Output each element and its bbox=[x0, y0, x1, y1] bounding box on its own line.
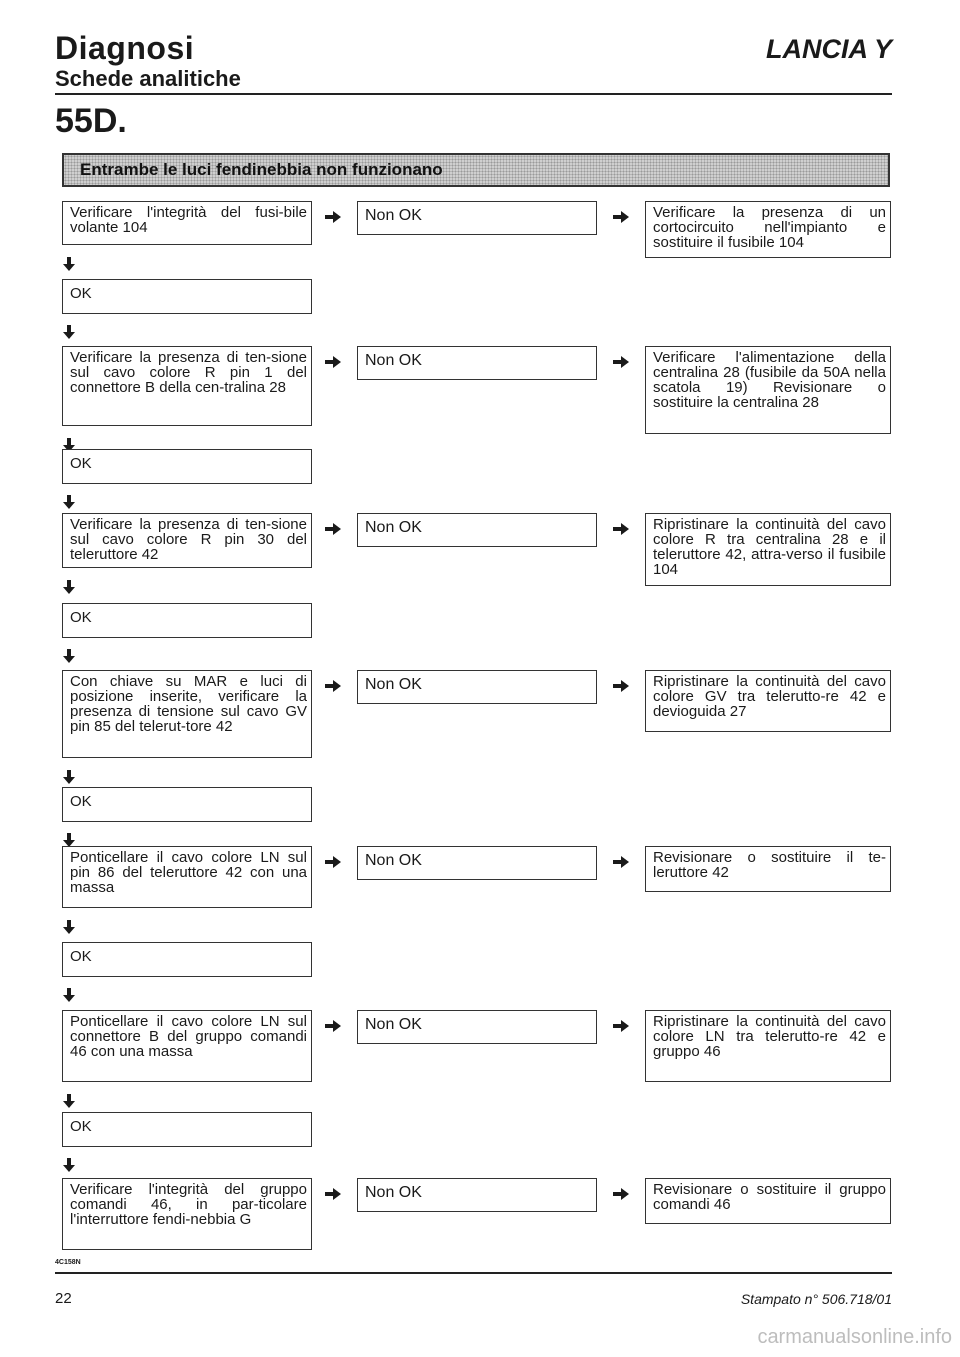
arrow-down-icon bbox=[63, 1094, 75, 1108]
header-divider bbox=[55, 93, 892, 95]
non-ok-box-2-text: Non OK bbox=[365, 352, 422, 369]
check-step-6 bbox=[62, 1010, 312, 1082]
section-code: 55D. bbox=[55, 102, 127, 140]
corrective-action-2-text: Verificare l'alimentazione della centralina 28 (fusibile da 50A nella scatola 19) Revisionare o sostituire la centralina 28 bbox=[653, 349, 886, 411]
corrective-action-6 bbox=[645, 1010, 891, 1082]
arrow-down-icon bbox=[63, 649, 75, 663]
check-step-4 bbox=[62, 670, 312, 758]
arrow-down-icon bbox=[63, 1158, 75, 1172]
ok-box-2-text: OK bbox=[70, 455, 92, 472]
non-ok-box-4 bbox=[357, 670, 597, 704]
ok-box-5 bbox=[62, 942, 312, 977]
corrective-action-4 bbox=[645, 670, 891, 732]
print-reference: Stampato n° 506.718/01 bbox=[740, 1291, 892, 1307]
arrow-right-icon bbox=[325, 211, 341, 223]
ok-box-1 bbox=[62, 279, 312, 314]
ok-box-5-text: OK bbox=[70, 948, 92, 965]
check-step-3 bbox=[62, 513, 312, 568]
ok-box-4-text: OK bbox=[70, 793, 92, 810]
fault-banner-text: Entrambe le luci fendinebbia non funzionano bbox=[80, 160, 443, 179]
corrective-action-5-text: Revisionare o sostituire il te-leruttore 42 bbox=[653, 849, 886, 881]
arrow-right-icon bbox=[325, 1188, 341, 1200]
non-ok-box-7-text: Non OK bbox=[365, 1184, 422, 1201]
reference-code: 4C158N bbox=[55, 1259, 81, 1266]
non-ok-box-4-text: Non OK bbox=[365, 676, 422, 693]
check-step-1 bbox=[62, 201, 312, 245]
arrow-right-icon bbox=[613, 680, 629, 692]
corrective-action-7-text: Revisionare o sostituire il gruppo comandi 46 bbox=[653, 1181, 886, 1213]
ok-box-1-text: OK bbox=[70, 285, 92, 302]
non-ok-box-3 bbox=[357, 513, 597, 547]
check-step-7 bbox=[62, 1178, 312, 1250]
ok-box-4 bbox=[62, 787, 312, 822]
arrow-right-icon bbox=[613, 1188, 629, 1200]
non-ok-box-3-text: Non OK bbox=[365, 519, 422, 536]
corrective-action-3 bbox=[645, 513, 891, 586]
check-step-1-text: Verificare l'integrità del fusi-bile volante 104 bbox=[70, 204, 307, 236]
non-ok-box-6-text: Non OK bbox=[365, 1016, 422, 1033]
arrow-right-icon bbox=[325, 523, 341, 535]
arrow-right-icon bbox=[325, 1020, 341, 1032]
arrow-down-icon bbox=[63, 325, 75, 339]
corrective-action-7 bbox=[645, 1178, 891, 1224]
arrow-right-icon bbox=[613, 356, 629, 368]
arrow-right-icon bbox=[613, 856, 629, 868]
arrow-down-icon bbox=[63, 920, 75, 934]
corrective-action-2 bbox=[645, 346, 891, 434]
check-step-7-text: Verificare l'integrità del gruppo comandi 46, in par-ticolare l'interruttore fendi-nebbia G bbox=[70, 1181, 307, 1228]
non-ok-box-1 bbox=[357, 201, 597, 235]
arrow-right-icon bbox=[325, 356, 341, 368]
corrective-action-1 bbox=[645, 201, 891, 258]
footer-divider bbox=[55, 1272, 892, 1274]
ok-box-2 bbox=[62, 449, 312, 484]
arrow-right-icon bbox=[613, 1020, 629, 1032]
check-step-3-text: Verificare la presenza di ten-sione sul cavo colore R pin 30 del teleruttore 42 bbox=[70, 516, 307, 563]
arrow-right-icon bbox=[613, 211, 629, 223]
arrow-down-icon bbox=[63, 580, 75, 594]
non-ok-box-7 bbox=[357, 1178, 597, 1212]
check-step-5-text: Ponticellare il cavo colore LN sul pin 86 del teleruttore 42 con una massa bbox=[70, 849, 307, 896]
fault-banner bbox=[62, 153, 890, 187]
check-step-5 bbox=[62, 846, 312, 908]
non-ok-box-5 bbox=[357, 846, 597, 880]
arrow-down-icon bbox=[63, 988, 75, 1002]
watermark: carmanualsonline.info bbox=[757, 1326, 952, 1348]
arrow-down-icon bbox=[63, 495, 75, 509]
non-ok-box-1-text: Non OK bbox=[365, 207, 422, 224]
arrow-down-icon bbox=[63, 770, 75, 784]
arrow-down-icon bbox=[63, 257, 75, 271]
corrective-action-1-text: Verificare la presenza di un cortocircuito nell'impianto e sostituire il fusibile 104 bbox=[653, 204, 886, 251]
non-ok-box-6 bbox=[357, 1010, 597, 1044]
brand-name: LANCIA Y bbox=[765, 34, 892, 64]
page-title: Diagnosi bbox=[55, 30, 195, 66]
arrow-right-icon bbox=[325, 856, 341, 868]
non-ok-box-5-text: Non OK bbox=[365, 852, 422, 869]
ok-box-3-text: OK bbox=[70, 609, 92, 626]
corrective-action-4-text: Ripristinare la continuità del cavo colore GV tra telerutto-re 42 e devioguida 27 bbox=[653, 673, 886, 720]
arrow-right-icon bbox=[325, 680, 341, 692]
page-number: 22 bbox=[55, 1290, 72, 1307]
ok-box-3 bbox=[62, 603, 312, 638]
ok-box-6-text: OK bbox=[70, 1118, 92, 1135]
corrective-action-5 bbox=[645, 846, 891, 892]
ok-box-6 bbox=[62, 1112, 312, 1147]
check-step-4-text: Con chiave su MAR e luci di posizione inserite, verificare la presenza di tensione sul cavo GV pin 85 del telerut-tore 42 bbox=[70, 673, 307, 735]
arrow-down-icon bbox=[63, 833, 75, 847]
page-subtitle: Schede analitiche bbox=[55, 66, 241, 91]
check-step-2-text: Verificare la presenza di ten-sione sul cavo colore R pin 1 del connettore B della cen-tralina 28 bbox=[70, 349, 307, 396]
corrective-action-6-text: Ripristinare la continuità del cavo colore LN tra telerutto-re 42 e gruppo 46 bbox=[653, 1013, 886, 1060]
non-ok-box-2 bbox=[357, 346, 597, 380]
check-step-2 bbox=[62, 346, 312, 426]
check-step-6-text: Ponticellare il cavo colore LN sul connettore B del gruppo comandi 46 con una massa bbox=[70, 1013, 307, 1060]
corrective-action-3-text: Ripristinare la continuità del cavo colore R tra centralina 28 e il teleruttore 42, attra-verso il fusibile 104 bbox=[653, 516, 886, 578]
arrow-right-icon bbox=[613, 523, 629, 535]
